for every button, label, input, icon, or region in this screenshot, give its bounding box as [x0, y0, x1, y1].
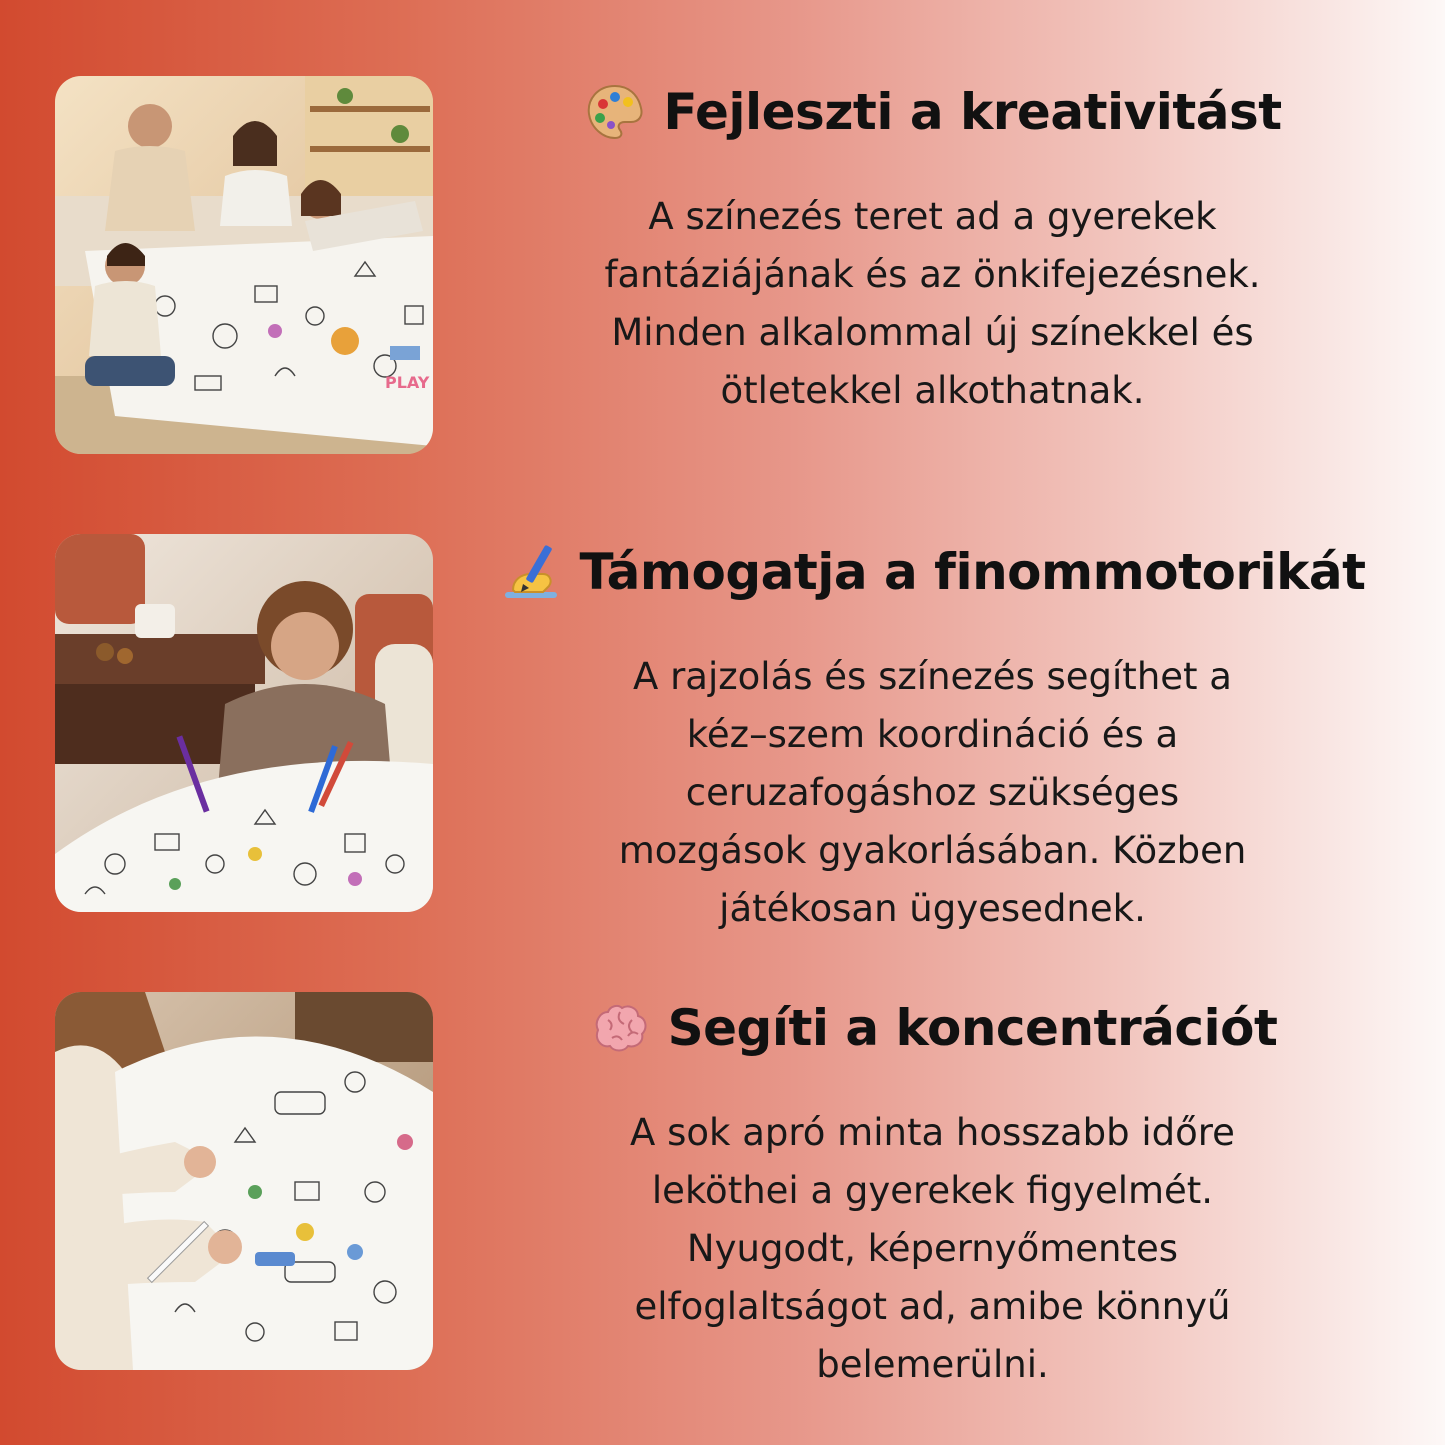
description-line: A színezés teret ad a gyerekek	[648, 195, 1217, 238]
description-line: elfoglaltságot ad, amibe könnyű	[634, 1285, 1231, 1328]
description-line: Minden alkalommal új színekkel és	[611, 311, 1254, 354]
family-coloring-image	[55, 76, 433, 454]
child-under-blanket-image	[55, 992, 433, 1370]
description-line: kéz–szem koordináció és a	[686, 713, 1179, 756]
svg-text:PLAY: PLAY	[385, 373, 430, 392]
description-line: ceruzafogáshoz szükséges	[685, 771, 1180, 814]
child-drawing-photo	[55, 534, 433, 912]
brain-icon	[588, 996, 652, 1060]
description-line: ötletekkel alkothatnak.	[720, 369, 1145, 412]
feature-description	[480, 648, 1385, 938]
description-line: leköthei a gyerekek figyelmét.	[651, 1169, 1214, 1212]
feature-description	[480, 1104, 1385, 1394]
writing-hand-icon	[499, 540, 563, 604]
description-line: A sok apró minta hosszabb időre	[630, 1111, 1235, 1154]
feature-description	[480, 188, 1385, 420]
palette-icon	[583, 80, 647, 144]
description-line: belemerülni.	[816, 1343, 1049, 1386]
child-under-blanket-photo	[55, 992, 433, 1370]
family-coloring-photo	[55, 76, 433, 454]
child-drawing-image	[55, 534, 433, 912]
description-line: Nyugodt, képernyőmentes	[686, 1227, 1179, 1270]
description-line: mozgások gyakorlásában. Közben	[618, 829, 1247, 872]
feature-title: Fejleszti a kreativitást	[480, 80, 1385, 144]
description-line: fantáziájának és az önkifejezésnek.	[604, 253, 1261, 296]
feature-title: Támogatja a finommotorikát	[480, 540, 1385, 604]
description-line: A rajzolás és színezés segíthet a	[633, 655, 1232, 698]
description-line: játékosan ügyesednek.	[719, 887, 1146, 930]
feature-title: Segíti a koncentrációt	[480, 996, 1385, 1060]
